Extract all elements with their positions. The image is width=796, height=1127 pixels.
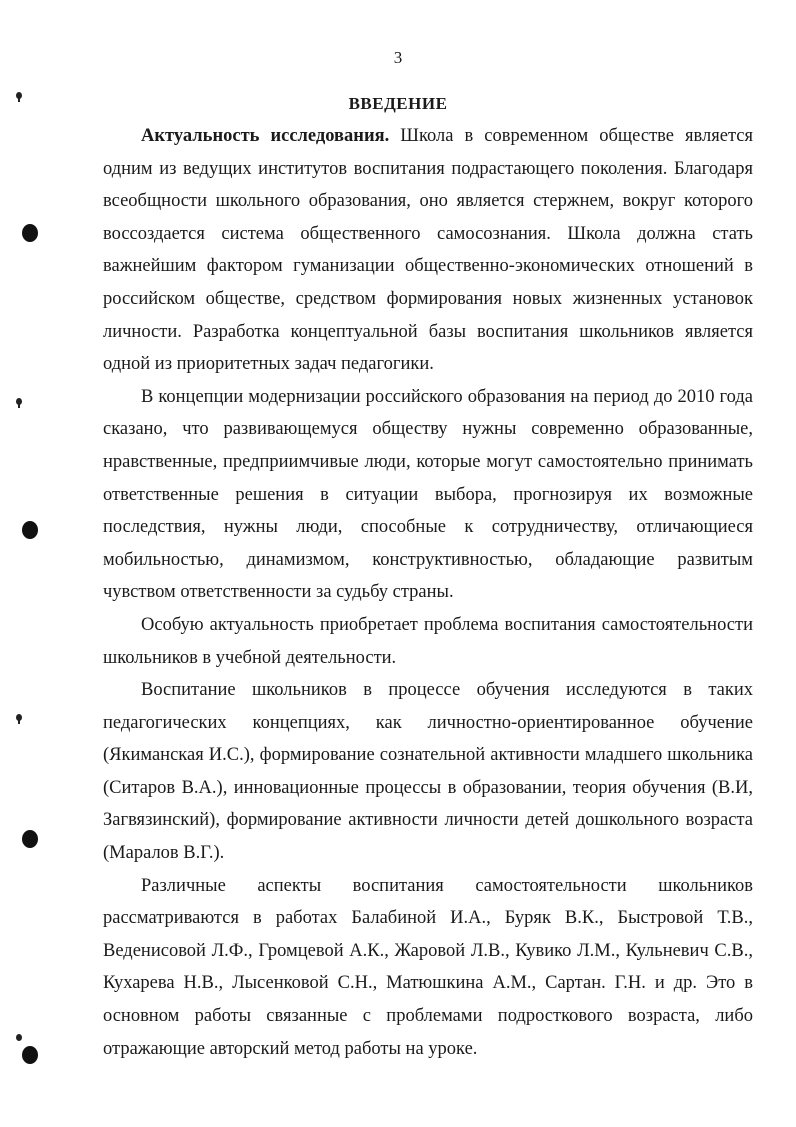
scan-speck: [16, 714, 22, 721]
punch-hole: [22, 1046, 38, 1064]
scan-speck: [16, 398, 22, 405]
page-title: ВВЕДЕНИЕ: [348, 94, 448, 113]
paragraph-text: Различные аспекты воспитания самостоятельности школьников рассматриваются в работах Балабиной И.А., Буряк В.К., Быстровой Т.В., Веденисовой Л.Ф., Громцевой А.К., Жаровой Л.В., Кувико Л.М., Кульневич С.В., Кухарева Н.В., Лысенковой С.Н., Матюшкина А.М., Сартан. Г.Н. и др. Это в основном работы связанные с проблемами подросткового возраста, либо отражающие авторский метод работы на уроке.: [103, 875, 753, 1059]
page-number: 3: [393, 48, 403, 67]
paragraph-5: [103, 870, 753, 1066]
punch-hole: [22, 224, 38, 242]
paragraph-4: [103, 674, 753, 870]
paragraph-lead: Актуальность исследования.: [141, 126, 390, 146]
paragraph-text: Особую актуальность приобретает проблема воспитания самостоятельности школьников в учебной деятельности.: [103, 614, 753, 668]
paragraph-2: [103, 381, 753, 609]
punch-hole: [22, 830, 38, 848]
punch-hole: [22, 521, 38, 539]
paragraph-text: Воспитание школьников в процессе обучения исследуются в таких педагогических концепциях, как личностно-ориентированное обучение (Якиманская И.С.), формирование сознательной активности младшего школьника (Ситаров В.А.), инновационные процессы в образовании, теория обучения (В.И, Загвязинский), формирование активности личности детей дошкольного возраста (Маралов В.Г.).: [103, 680, 753, 864]
scan-speck: [16, 1034, 22, 1041]
document-body: [103, 120, 753, 1065]
scan-speck: [16, 92, 22, 99]
paragraph-1: [103, 120, 753, 381]
paragraph-3: [103, 609, 753, 674]
paragraph-text: Школа в современном обществе является одним из ведущих институтов воспитания подрастающего поколения. Благодаря всеобщности школьного образования, оно является стержнем, вокруг которого воссоздается система общественного самосознания. Школа должна стать важнейшим фактором гуманизации общественно-экономических отношений в российском обществе, средством формирования новых жизненных установок личности. Разработка концептуальной базы воспитания школьников является одной из приоритетных задач педагогики.: [103, 126, 754, 375]
paragraph-text: В концепции модернизации российского образования на период до 2010 года сказано, что развивающемуся обществу нужны современно образованные, нравственные, предприимчивые люди, которые могут самостоятельно принимать ответственные решения в ситуации выбора, прогнозируя их возможные последствия, нужны люди, способные к сотрудничеству, отличающиеся мобильностью, динамизмом, конструктивностью, обладающие развитым чувством ответственности за судьбу страны.: [103, 386, 753, 603]
